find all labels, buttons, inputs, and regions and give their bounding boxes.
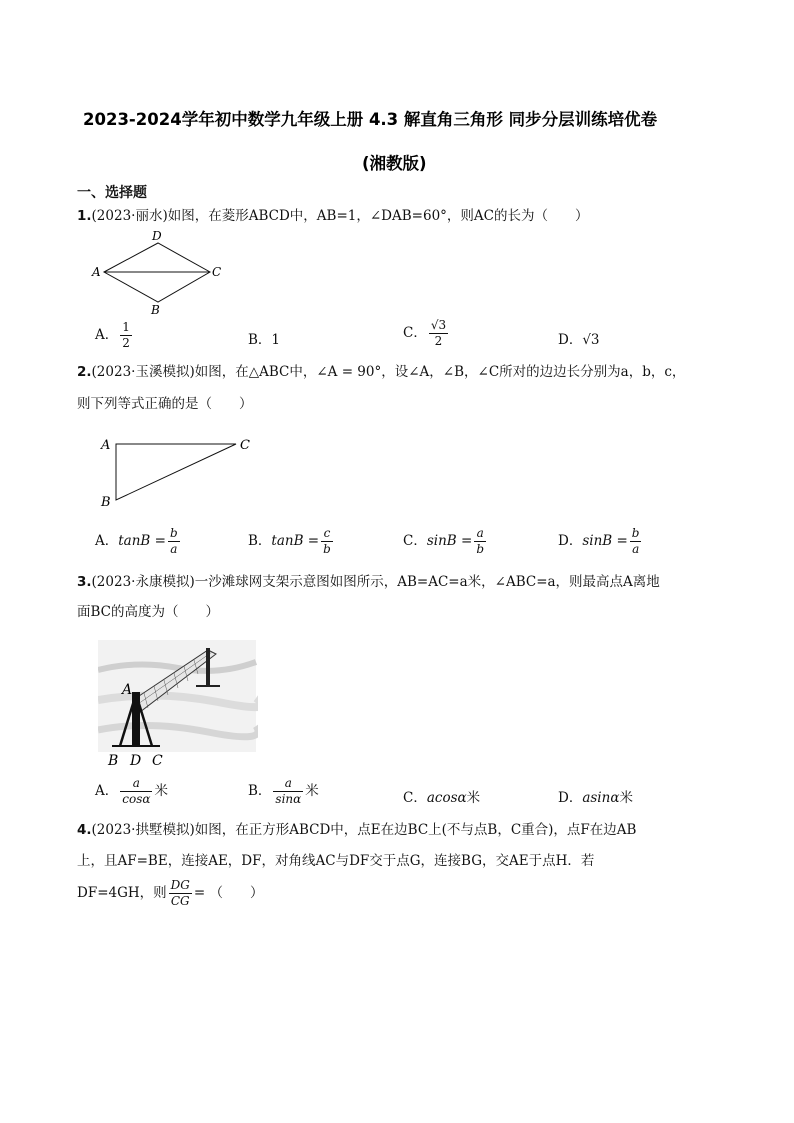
option-3a: A． $\frac{a}{\cos\alpha}$ 米 [95, 776, 168, 806]
question-4: 4.(2023·拱墅模拟)如图，在正方形ABCD中，点E在边BC上(不与点B，C重合)，点F在边AB [77, 822, 637, 838]
question-number: 1. [77, 208, 92, 224]
option-2b: B．tanB = $\frac{c}{b}$ [248, 526, 331, 556]
option-2d: D．sinB = $\frac{b}{a}$ [558, 526, 640, 556]
question-3: 3.(2023·永康模拟)一沙滩球网支架示意图如图所示，AB=AC=a米，∠ABC=a，则最高点A离地 [77, 574, 660, 590]
svg-text:B: B [108, 753, 119, 769]
question-4-line3: DF=4GH，则 $\frac{DG}{CG}$ = （ ） [77, 878, 264, 908]
beach-net-figure [98, 640, 258, 770]
option-3c: C．acosα米 [403, 790, 481, 806]
section-heading: 一、选择题 [77, 185, 147, 201]
question-3-line2: 面BC的高度为（ ） [77, 604, 220, 620]
svg-text:C: C [240, 438, 250, 453]
question-1 [77, 206, 589, 226]
question-source: (2023·丽水) [91, 208, 168, 224]
option-3b: B． $\frac{a}{\sin\alpha}$ 米 [248, 776, 319, 806]
option-1b: B．1 [248, 332, 281, 348]
right-triangle-figure [96, 432, 266, 512]
label-C: C [212, 265, 222, 279]
rhombus-figure [88, 226, 228, 318]
option-1a: A． $\frac{1}{2}$ [95, 320, 130, 350]
option-3d: D．asinα米 [558, 790, 633, 806]
svg-text:D: D [130, 753, 142, 769]
svg-text:B: B [101, 495, 111, 510]
page-title: 2023-2024学年初中数学九年级上册 4.3 解直角三角形 同步分层训练培优卷 [83, 110, 658, 129]
question-2: 2.(2023·玉溪模拟)如图，在△ABC中，∠A = 90°，设∠A，∠B，∠C所对的边边长分别为a，b，c， [77, 364, 686, 380]
option-2a: A．tanB = $\frac{b}{a}$ [95, 526, 178, 556]
svg-text:A: A [101, 438, 111, 453]
option-2c: C．sinB = $\frac{a}{b}$ [403, 526, 484, 556]
question-2-line2: 则下列等式正确的是（ ） [77, 396, 253, 412]
page-subtitle: (湘教版) [362, 154, 427, 173]
svg-text:C: C [152, 753, 163, 769]
svg-text:A: A [122, 682, 133, 698]
option-1c: C． $\frac{√3}{2}$ [403, 318, 447, 348]
question-text: 如图，在菱形ABCD中，AB=1，∠DAB=60°，则AC的长为（ ） [167, 208, 589, 224]
label-D: D [152, 229, 162, 243]
label-A: A [92, 265, 101, 279]
question-4-line2: 上，且AF=BE，连接AE，DF，对角线AC与DF交于点G，连接BG，交AE于点H．若 [77, 853, 595, 869]
label-B: B [151, 303, 160, 317]
option-1d: D．√3 [558, 332, 600, 348]
